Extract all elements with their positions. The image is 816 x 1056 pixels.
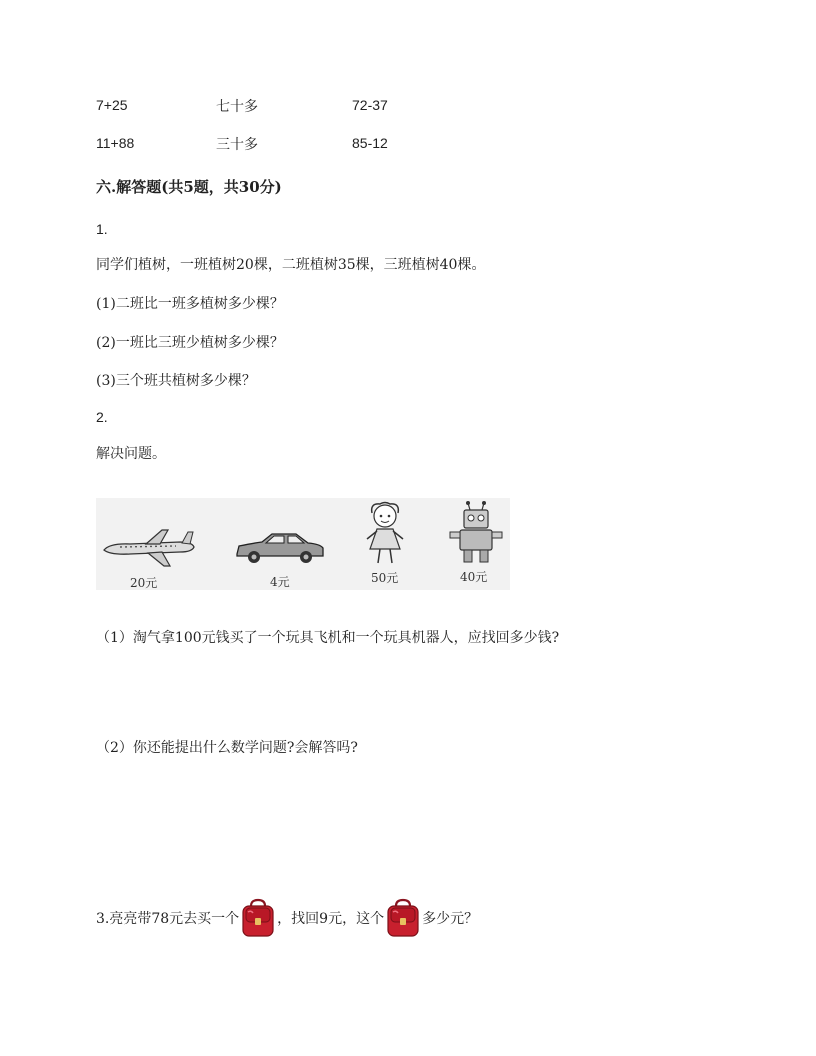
q2-number: 2. [96,409,108,425]
car-icon [234,530,326,566]
q1-sub3: (3)三个班共植树多少棵？ [96,373,256,389]
q2-sub1: （1）淘气拿100元钱买了一个玩具飞机和一个玩具机器人，应找回多少钱? [96,630,560,646]
price-doll: 50元 [371,571,399,585]
q1-number: 1. [96,221,108,237]
section-title: 六.解答题(共5题，共30分) [96,178,282,196]
robot-icon [448,500,504,568]
airplane-icon [100,528,196,568]
q1-sub2: (2)一班比三班少植树多少棵？ [96,335,284,351]
q1-stem: 同学们植树，一班植树20棵，二班植树35棵，三班植树40棵。 [96,257,486,273]
backpack-icon [384,898,422,940]
doll-icon [362,501,408,569]
toy-price-figure [96,498,510,590]
backpack-icon [239,898,277,940]
q3-part3: 多少元？ [422,911,479,927]
expr-72-37: 72-37 [352,97,388,113]
q3-part2: ，找回9元，这个 [277,911,385,927]
price-airplane: 20元 [130,576,158,590]
estimate-seventy: 七十多 [216,99,258,115]
expr-7-25: 7+25 [96,97,128,113]
expr-11-88: 11+88 [96,135,135,151]
price-robot: 40元 [460,570,488,584]
q1-sub1: (1)二班比一班多植树多少棵？ [96,296,284,312]
expr-85-12: 85-12 [352,135,388,151]
estimate-thirty: 三十多 [216,137,258,153]
q3-part1: 3.亮亮带78元去买一个 [96,911,240,927]
q2-stem: 解决问题。 [96,446,166,462]
q2-sub2: （2）你还能提出什么数学问题?会解答吗? [96,740,358,756]
q3-line [96,898,478,940]
price-car: 4元 [270,575,290,589]
